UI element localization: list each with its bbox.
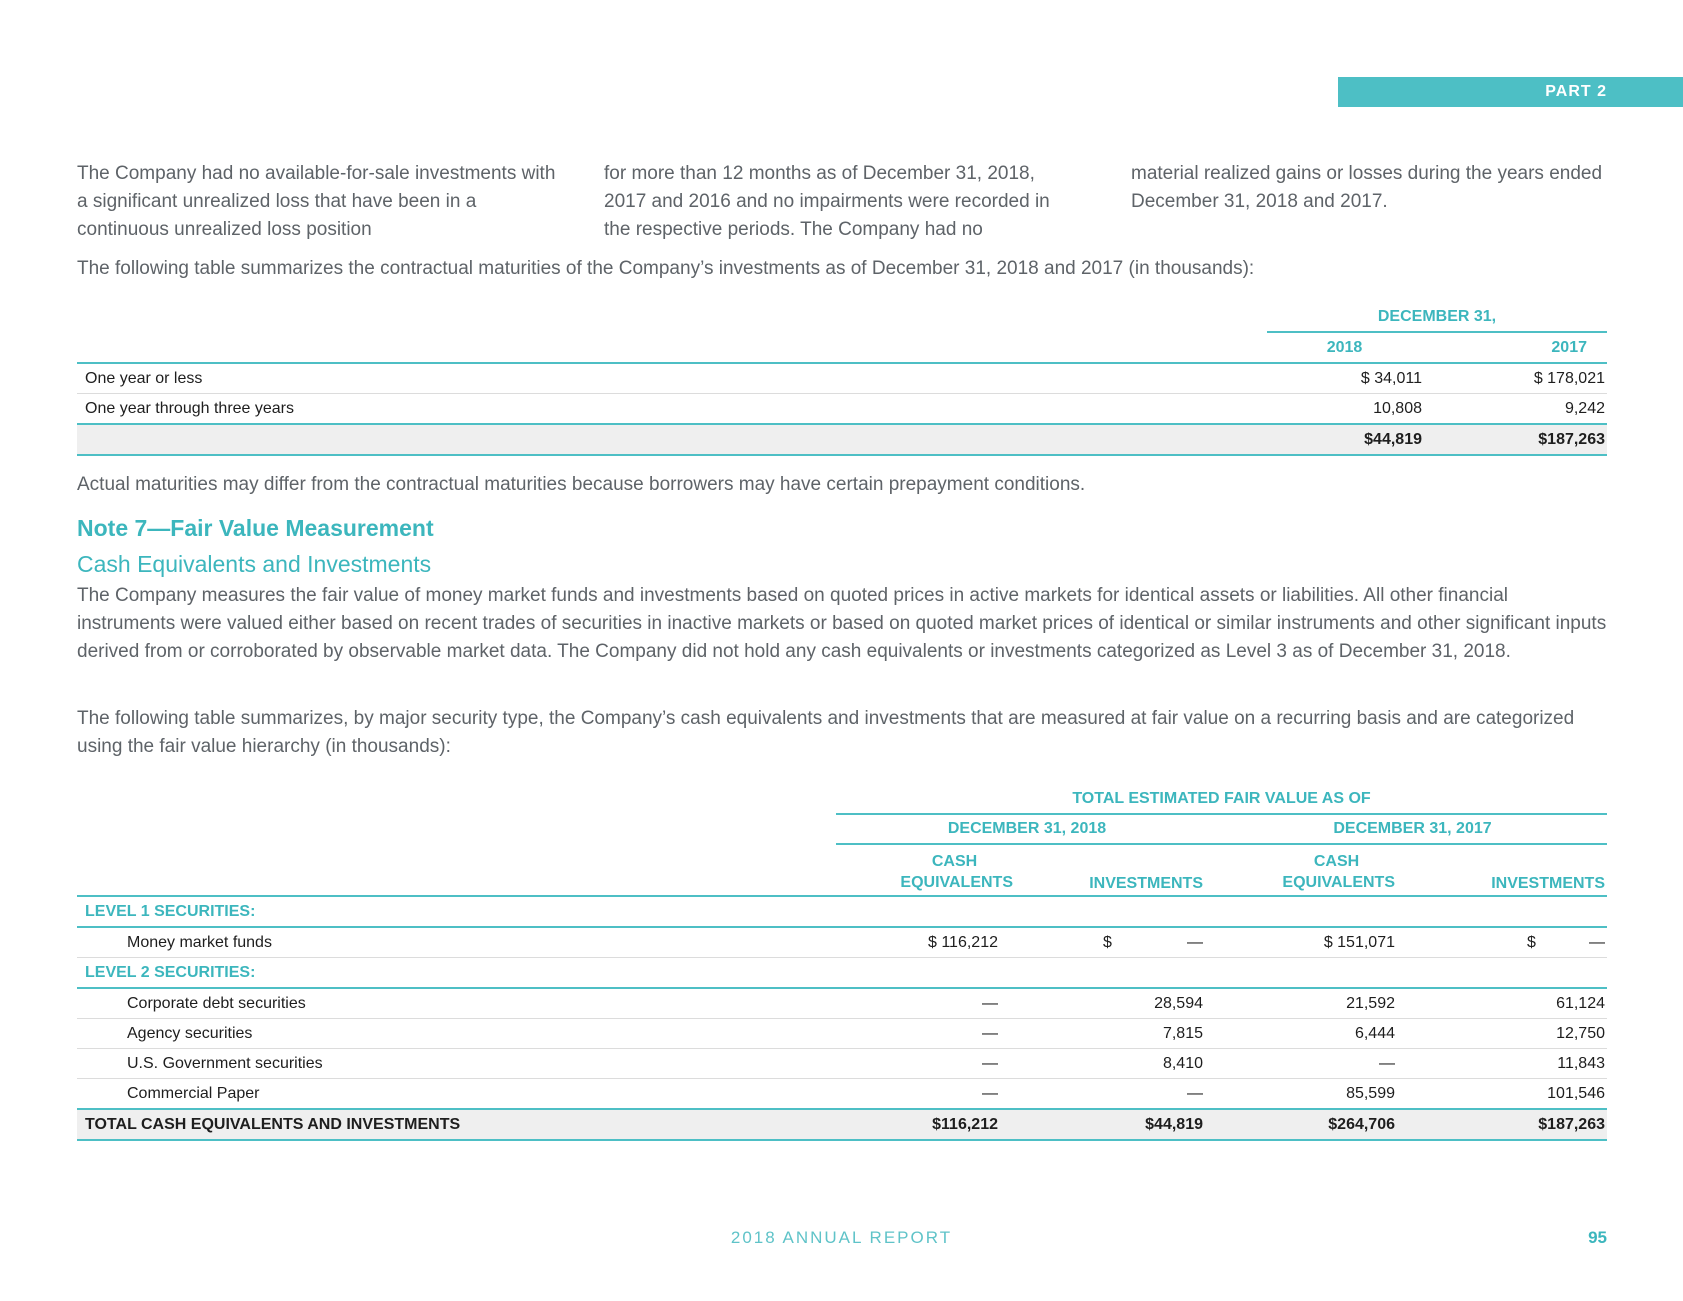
cell-cash-2017: 85,599	[1218, 1079, 1410, 1110]
total-investments-2017: $187,263	[1410, 1109, 1607, 1140]
col-cash-2017	[1218, 844, 1410, 896]
table1-year-2018: 2018	[1267, 332, 1442, 363]
total-label: TOTAL CASH EQUIVALENTS AND INVESTMENTS	[77, 1109, 836, 1140]
total-cash-2018: $116,212	[836, 1109, 1028, 1140]
cell-investments-2018	[1028, 927, 1218, 958]
table-total-row	[77, 1109, 1607, 1140]
cell-cash-2018: —	[836, 1049, 1028, 1079]
cell-investments-2017: 101,546	[1410, 1079, 1607, 1110]
table1-year-2017: 2017	[1442, 332, 1607, 363]
cell-cash-2017: 6,444	[1218, 1019, 1410, 1049]
table2-intro: The following table summarizes, by major security type, the Company’s cash equivalents and investments that are measured at fair value on a recurring basis and are categorized using the fair value hierarchy (in thousands):	[77, 708, 1575, 757]
row-label: One year or less	[77, 363, 1262, 394]
cell-investments-2018: 8,410	[1028, 1049, 1218, 1079]
col-investments-2018: INVESTMENTS	[1028, 844, 1218, 896]
total-cash-2017: $264,706	[1218, 1109, 1410, 1140]
cell-2018: $ 34,011	[1267, 363, 1442, 394]
cell-cash-2017: 21,592	[1218, 988, 1410, 1019]
cell-investments-2018: —	[1028, 1079, 1218, 1110]
cell-cash-2018: —	[836, 1079, 1028, 1110]
value: —	[1187, 933, 1203, 951]
total-2017: $187,263	[1442, 424, 1607, 455]
cell-cash-2017: $ 151,071	[1218, 927, 1410, 958]
fair-value-table	[77, 785, 1607, 1141]
cell-investments-2018: 28,594	[1028, 988, 1218, 1019]
section-title: Cash Equivalents and Investments	[77, 551, 432, 577]
cell-investments-2017: 61,124	[1410, 988, 1607, 1019]
intro-column-2: for more than 12 months as of December 31, 2018, 2017 and 2016 and no impairments were recorded in the respective periods. The Company had no	[604, 163, 1050, 240]
table2-top-header: TOTAL ESTIMATED FAIR VALUE AS OF	[836, 785, 1607, 814]
page-number: 95	[1588, 1228, 1607, 1247]
table-row	[77, 1019, 1607, 1049]
col-cash-line2: EQUIVALENTS	[1282, 874, 1395, 891]
note-title: Note 7—Fair Value Measurement	[77, 515, 434, 541]
row-label: Commercial Paper	[77, 1079, 836, 1110]
dollar-sign: $	[1527, 933, 1536, 951]
footer-report-title: 2018 ANNUAL REPORT	[730, 1228, 953, 1247]
table-row	[77, 394, 1607, 425]
row-label: Agency securities	[77, 1019, 836, 1049]
total-investments-2018: $44,819	[1028, 1109, 1218, 1140]
table-row	[77, 1049, 1607, 1079]
cell-investments-2017: 11,843	[1410, 1049, 1607, 1079]
cell-2017: $ 178,021	[1442, 363, 1607, 394]
fair-value-paragraph: The Company measures the fair value of money market funds and investments based on quoted prices in active markets for identical assets or liabilities. All other financial instruments were valued either based on recent trades of securities in inactive markets or based on quoted market prices of identical or similar instruments and other significant inputs derived from or corroborated by observable market data. The Company did not hold any cash equivalents or investments categorized as Level 3 as of December 31, 2018.	[77, 585, 1607, 662]
cell-cash-2017: —	[1218, 1049, 1410, 1079]
maturities-note: Actual maturities may differ from the contractual maturities because borrowers may have certain prepayment conditions.	[77, 474, 1086, 495]
cell-cash-2018: —	[836, 1019, 1028, 1049]
row-label: One year through three years	[77, 394, 1262, 425]
row-label: U.S. Government securities	[77, 1049, 836, 1079]
intro-column-3: material realized gains or losses during the years ended December 31, 2018 and 2017.	[1131, 163, 1603, 212]
table-total-row	[77, 424, 1607, 455]
table-row	[77, 1079, 1607, 1110]
cell-investments-2017	[1410, 927, 1607, 958]
level1-label: LEVEL 1 SECURITIES:	[77, 896, 836, 927]
cell-2018: 10,808	[1267, 394, 1442, 425]
cell-investments-2018: 7,815	[1028, 1019, 1218, 1049]
cell-cash-2018: $ 116,212	[836, 927, 1028, 958]
total-2018: $44,819	[1267, 424, 1442, 455]
total-label	[77, 424, 1262, 455]
col-cash-line2: EQUIVALENTS	[900, 874, 1013, 891]
col-cash-line1: CASH	[931, 853, 978, 870]
table-row	[77, 363, 1607, 394]
table-row	[77, 927, 1607, 958]
maturities-table	[77, 303, 1607, 456]
intro-column-1: The Company had no available-for-sale investments with a significant unrealized loss that have been in a continuous unrealized loss position	[77, 163, 556, 240]
row-label: Money market funds	[77, 927, 836, 958]
table-row	[77, 988, 1607, 1019]
table2-date-2017: DECEMBER 31, 2017	[1218, 814, 1607, 844]
col-cash-line1: CASH	[1313, 853, 1360, 870]
row-label: Corporate debt securities	[77, 988, 836, 1019]
level2-label: LEVEL 2 SECURITIES:	[77, 958, 836, 989]
cell-2017: 9,242	[1442, 394, 1607, 425]
table2-date-2018: DECEMBER 31, 2018	[836, 814, 1218, 844]
cell-investments-2017: 12,750	[1410, 1019, 1607, 1049]
col-cash-2018	[836, 844, 1028, 896]
col-investments-2017: INVESTMENTS	[1410, 844, 1607, 896]
cell-cash-2018: —	[836, 988, 1028, 1019]
table1-group-header: DECEMBER 31,	[1267, 303, 1607, 332]
table1-intro: The following table summarizes the contractual maturities of the Company’s investments as of December 31, 2018 and 2017 (in thousands):	[77, 258, 1255, 279]
value: —	[1589, 933, 1605, 951]
dollar-sign: $	[1103, 933, 1112, 951]
part-tab: PART 2	[1338, 77, 1683, 107]
